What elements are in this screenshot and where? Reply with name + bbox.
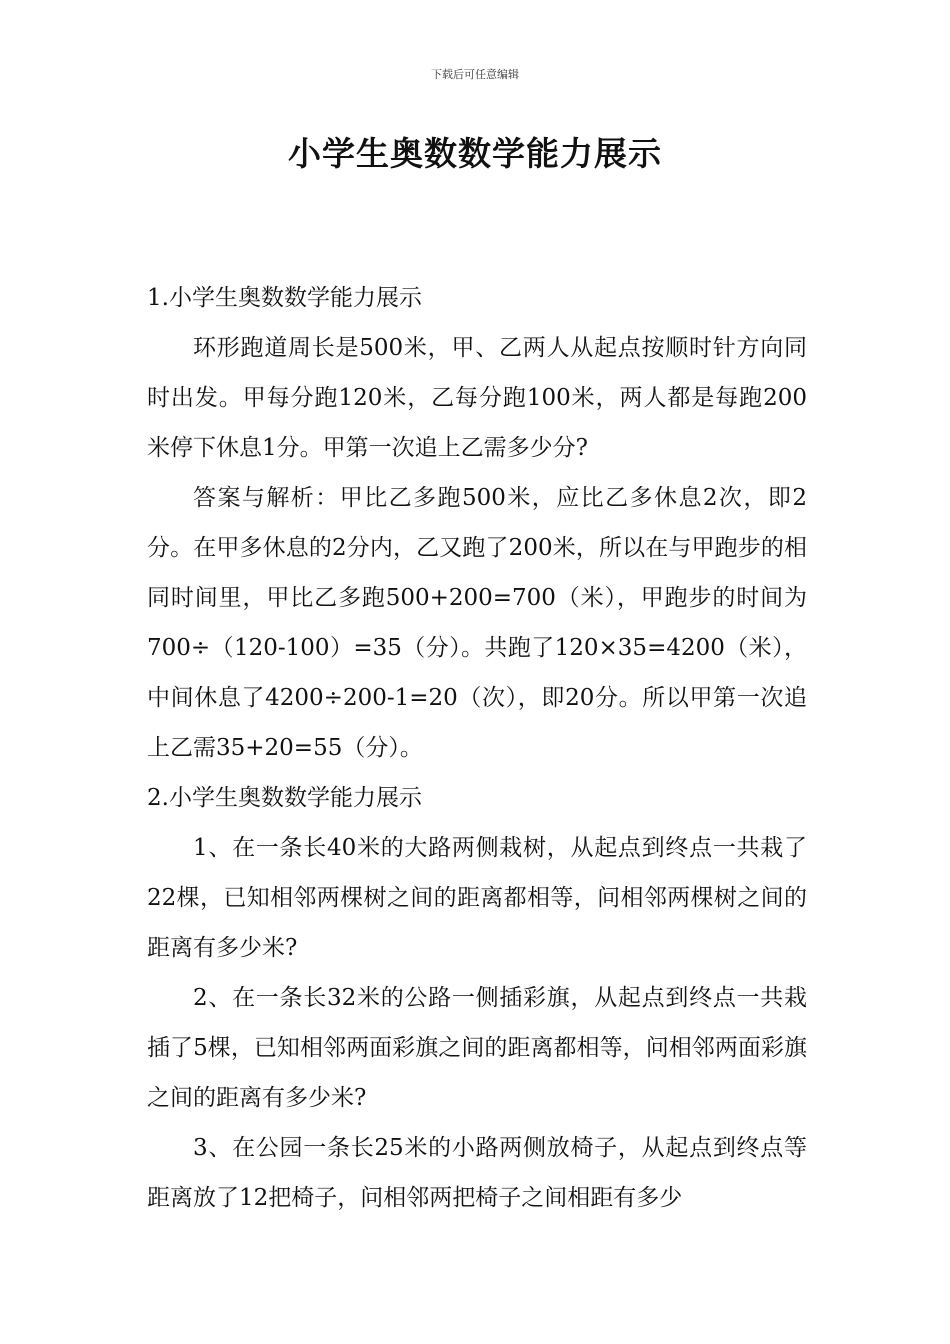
- section-2-question-3: 3、在公园一条长25米的小路两侧放椅子，从起点到终点等距离放了12把椅子，问相邻两把椅子之间相距有多少: [147, 1135, 807, 1211]
- section-2-question-1: 1、在一条长40米的大路两侧栽树，从起点到终点一共栽了22棵，已知相邻两棵树之间的距离都相等，问相邻两棵树之间的距离有多少米?: [147, 835, 807, 961]
- section-1-answer: 答案与解析：甲比乙多跑500米，应比乙多休息2次，即2分。在甲多休息的2分内，乙又跑了200米，所以在与甲跑步的相同时间里，甲比乙多跑500+200=700（米），甲跑步的时间为700÷（120-100）=35（分）。共跑了120×35=4200（米），中间休息了4200÷200-1=20（次），即20分。所以甲第一次追上乙需35+20=55（分）。: [147, 485, 807, 761]
- document-body: [147, 273, 807, 1223]
- section-2-question-2: 2、在一条长32米的公路一侧插彩旗，从起点到终点一共栽插了5棵，已知相邻两面彩旗之间的距离都相等，问相邻两面彩旗之间的距离有多少米?: [147, 985, 807, 1111]
- header-note: 下载后可任意编辑: [431, 68, 519, 81]
- section-1-problem: 环形跑道周长是500米，甲、乙两人从起点按顺时针方向同时出发。甲每分跑120米，乙每分跑100米，两人都是每跑200米停下休息1分。甲第一次追上乙需多少分?: [147, 335, 807, 461]
- section-2-heading: 2.小学生奥数数学能力展示: [147, 785, 422, 811]
- page-title: 小学生奥数数学能力展示: [288, 134, 662, 173]
- section-1-heading: 1.小学生奥数数学能力展示: [147, 285, 422, 311]
